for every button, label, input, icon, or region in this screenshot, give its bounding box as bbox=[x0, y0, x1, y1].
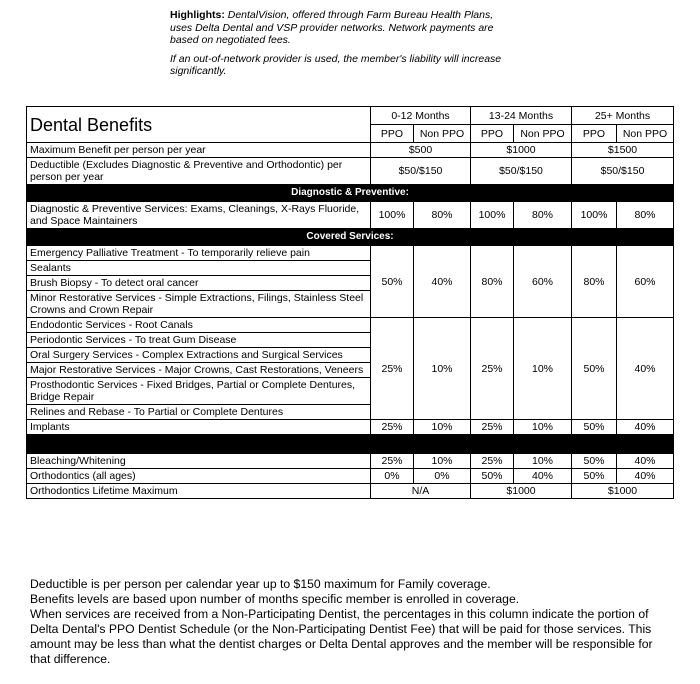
row-label: Major Restorative Services - Major Crowns, Cast Restorations, Veneers bbox=[27, 363, 371, 378]
highlights-para-1 bbox=[170, 9, 515, 47]
value-cell: 40% bbox=[617, 454, 674, 469]
value-cell: 0% bbox=[371, 469, 414, 484]
row-label: Orthodontics (all ages) bbox=[27, 469, 371, 484]
value-cell: 100% bbox=[572, 202, 617, 229]
value-cell: 25% bbox=[371, 420, 414, 435]
value-cell: 80% bbox=[572, 246, 617, 318]
value-cell: 50% bbox=[471, 469, 514, 484]
row-label: Periodontic Services - To treat Gum Disease bbox=[27, 333, 371, 348]
period-header: 0-12 Months bbox=[371, 107, 471, 125]
nonppo-header: Non PPO bbox=[414, 125, 471, 143]
table-row bbox=[27, 318, 674, 333]
value-cell: $1000 bbox=[471, 484, 572, 499]
period-header: 13-24 Months bbox=[471, 107, 572, 125]
value-cell: 10% bbox=[514, 454, 572, 469]
table-row bbox=[27, 420, 674, 435]
table-row bbox=[27, 202, 674, 229]
nonppo-header: Non PPO bbox=[514, 125, 572, 143]
value-cell: 0% bbox=[414, 469, 471, 484]
value-cell: 10% bbox=[514, 318, 572, 420]
row-label: Endodontic Services - Root Canals bbox=[27, 318, 371, 333]
value-cell: 50% bbox=[371, 246, 414, 318]
ppo-header: PPO bbox=[572, 125, 617, 143]
value-cell: 80% bbox=[617, 202, 674, 229]
row-label: Prosthodontic Services - Fixed Bridges, Partial or Complete Dentures, Bridge Repair bbox=[27, 378, 371, 405]
row-label: Maximum Benefit per person per year bbox=[27, 143, 371, 158]
section-bar bbox=[27, 185, 674, 202]
table-row bbox=[27, 143, 674, 158]
row-label: Oral Surgery Services - Complex Extractions and Surgical Services bbox=[27, 348, 371, 363]
row-label: Deductible (Excludes Diagnostic & Preventive and Orthodontic) per person per year bbox=[27, 158, 371, 185]
value-cell: $1000 bbox=[471, 143, 572, 158]
value-cell: 100% bbox=[371, 202, 414, 229]
row-label: Relines and Rebase - To Partial or Complete Dentures bbox=[27, 405, 371, 420]
value-cell: $50/$150 bbox=[572, 158, 674, 185]
value-cell: 100% bbox=[471, 202, 514, 229]
row-label: Orthodontics Lifetime Maximum bbox=[27, 484, 371, 499]
value-cell: $500 bbox=[371, 143, 471, 158]
value-cell: $1000 bbox=[572, 484, 674, 499]
value-cell: 50% bbox=[572, 318, 617, 420]
footnote: Deductible is per person per calendar year up to $150 maximum for Family coverage. bbox=[30, 577, 491, 591]
highlights-label: Highlights: bbox=[170, 9, 225, 21]
row-label: Diagnostic & Preventive Services: Exams, Cleanings, X-Rays Fluoride, and Space Maintainers bbox=[27, 202, 371, 229]
table-row bbox=[27, 469, 674, 484]
row-label: Emergency Palliative Treatment - To temporarily relieve pain bbox=[27, 246, 371, 261]
ppo-header: PPO bbox=[471, 125, 514, 143]
table-row bbox=[27, 484, 674, 499]
value-cell: 50% bbox=[572, 469, 617, 484]
value-cell: 10% bbox=[414, 454, 471, 469]
diagnostic-preventive-header: Diagnostic & Preventive: bbox=[27, 185, 674, 202]
value-cell: 25% bbox=[371, 454, 414, 469]
value-cell: 80% bbox=[414, 202, 471, 229]
dental-benefits-table bbox=[26, 106, 674, 499]
value-cell: 25% bbox=[471, 318, 514, 420]
value-cell: 25% bbox=[471, 420, 514, 435]
value-cell: $50/$150 bbox=[471, 158, 572, 185]
footnote: When services are received from a Non-Participating Dentist, the percentages in this column indicate the portion of Delta Dental's PPO Dentist Schedule (or the Non-Participating Dentist Fee) that will be paid for those services. This amount may be less than what the dentist charges or Delta Dental approves and the member will be responsible for that difference. bbox=[30, 607, 653, 666]
row-label: Sealants bbox=[27, 261, 371, 276]
row-label: Bleaching/Whitening bbox=[27, 454, 371, 469]
table-row bbox=[27, 246, 674, 261]
footnotes bbox=[30, 577, 670, 667]
table-row bbox=[27, 454, 674, 469]
row-label: Brush Biopsy - To detect oral cancer bbox=[27, 276, 371, 291]
value-cell: 10% bbox=[514, 420, 572, 435]
value-cell: N/A bbox=[371, 484, 471, 499]
blank-bar bbox=[27, 435, 674, 454]
value-cell: 40% bbox=[414, 246, 471, 318]
highlights-box bbox=[170, 9, 515, 84]
value-cell: 40% bbox=[514, 469, 572, 484]
value-cell: $1500 bbox=[572, 143, 674, 158]
value-cell: 10% bbox=[414, 420, 471, 435]
row-label: Minor Restorative Services - Simple Extractions, Filings, Stainless Steel Crowns and Crown Repair bbox=[27, 291, 371, 318]
value-cell: 25% bbox=[371, 318, 414, 420]
value-cell: 40% bbox=[617, 469, 674, 484]
highlights-text-2: If an out-of-network provider is used, the member's liability will increase significantly. bbox=[170, 52, 502, 78]
value-cell: $50/$150 bbox=[371, 158, 471, 185]
ppo-header: PPO bbox=[371, 125, 414, 143]
value-cell: 80% bbox=[514, 202, 572, 229]
footnote: Benefits levels are based upon number of months specific member is enrolled in coverage. bbox=[30, 592, 520, 606]
value-cell: 50% bbox=[572, 454, 617, 469]
highlights-text-1: DentalVision, offered through Farm Bureau Health Plans, uses Delta Dental and VSP provider networks. Network payments are based on negotiated fees. bbox=[170, 9, 494, 47]
table-title: Dental Benefits bbox=[27, 107, 371, 143]
section-bar bbox=[27, 229, 674, 246]
value-cell: 60% bbox=[617, 246, 674, 318]
value-cell: 80% bbox=[471, 246, 514, 318]
value-cell: 60% bbox=[514, 246, 572, 318]
covered-services-header: Covered Services: bbox=[27, 229, 674, 246]
table-row bbox=[27, 158, 674, 185]
value-cell: 40% bbox=[617, 318, 674, 420]
highlights-para-2 bbox=[170, 53, 515, 78]
nonppo-header: Non PPO bbox=[617, 125, 674, 143]
period-header: 25+ Months bbox=[572, 107, 674, 125]
section-bar bbox=[27, 435, 674, 454]
value-cell: 10% bbox=[414, 318, 471, 420]
value-cell: 40% bbox=[617, 420, 674, 435]
value-cell: 25% bbox=[471, 454, 514, 469]
row-label: Implants bbox=[27, 420, 371, 435]
value-cell: 50% bbox=[572, 420, 617, 435]
